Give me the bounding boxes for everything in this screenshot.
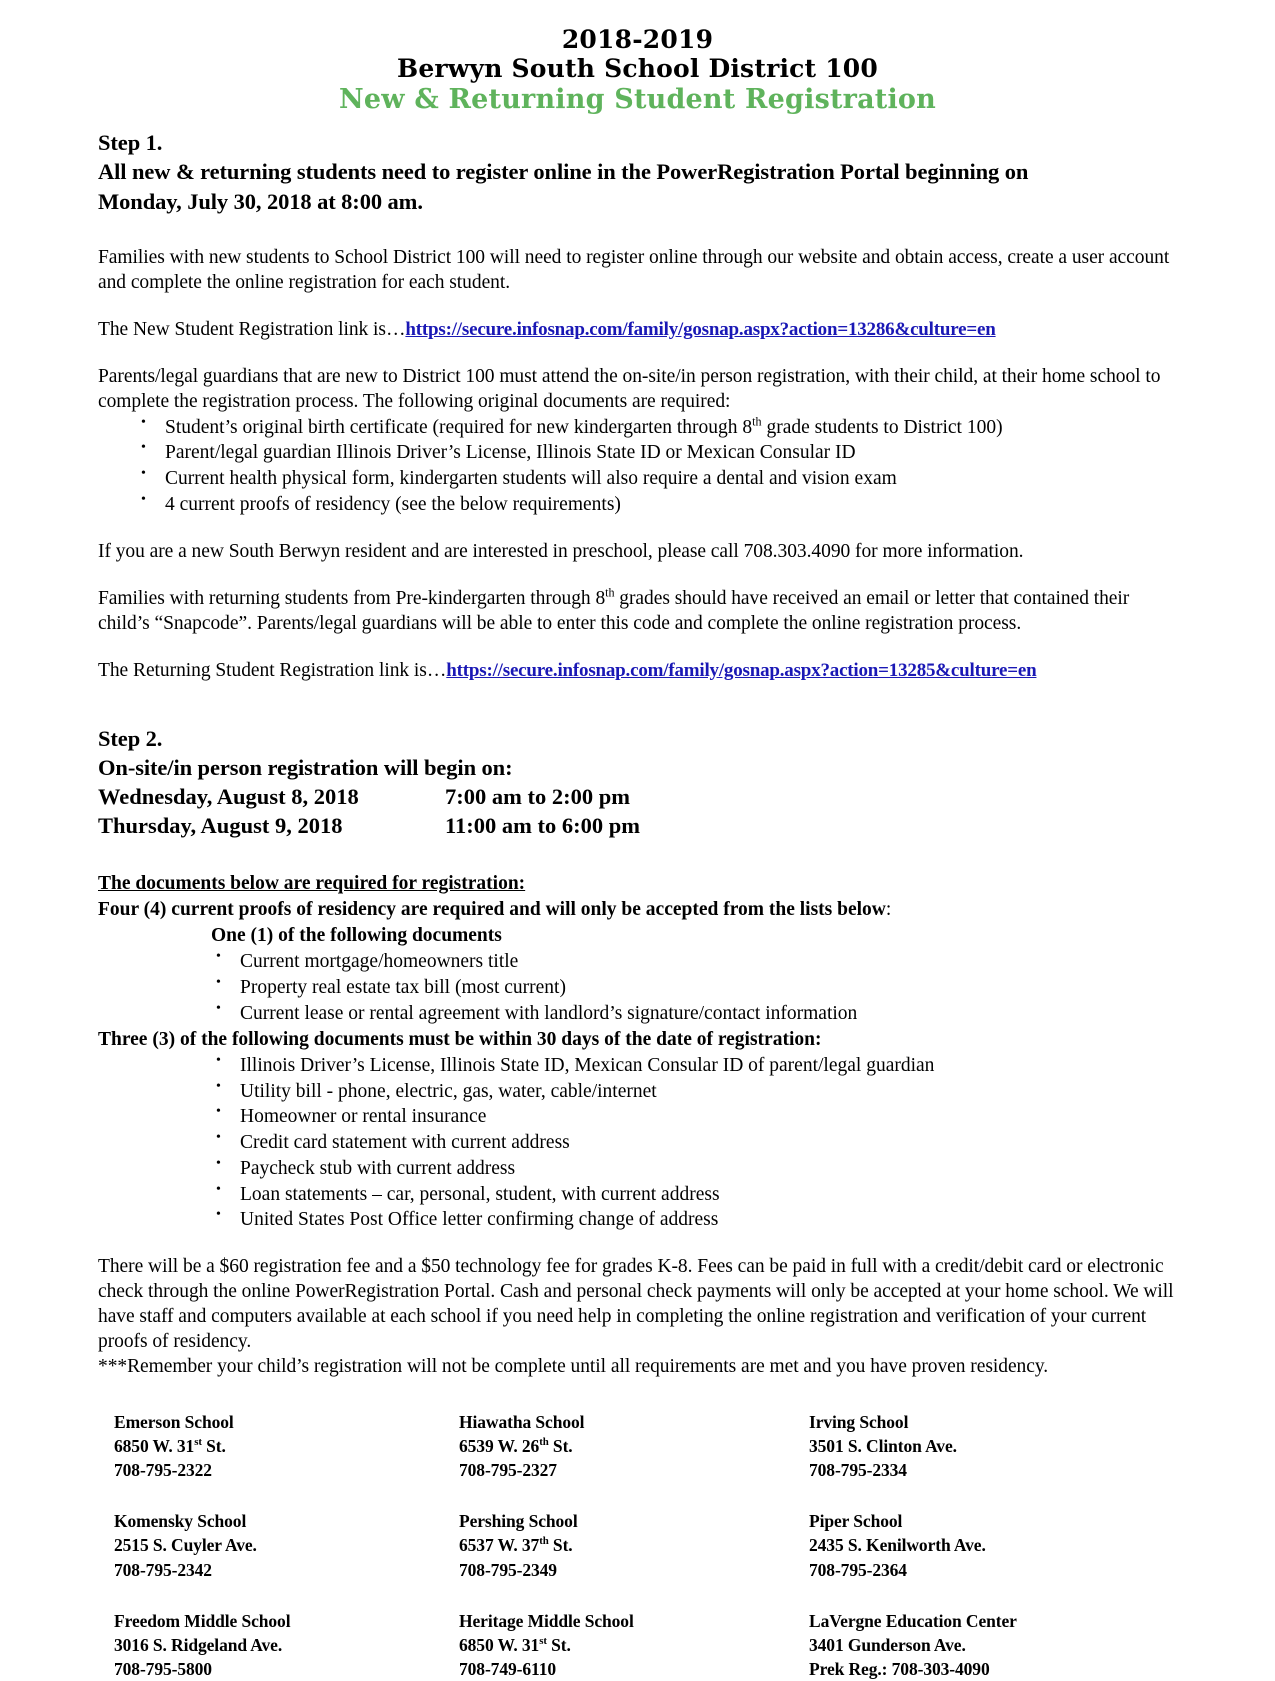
school-address-text-tail: St. [548, 1436, 573, 1456]
list-item-text: Homeowner or rental insurance [240, 1106, 487, 1128]
fees-paragraph: There will be a $60 registration fee and a $50 technology fee for grades K-8. Fees can be paid in full with a credit/debit card or electronic check through the online PowerRegistration Portal. Cash and personal check payments will only be accepted at your home school. We will have staff and computers available at each school if you need help in completing the online registration and verification of your current proofs of residency. [98, 1256, 1174, 1352]
school-phone: 708-795-2327 [459, 1460, 557, 1481]
schedule-day: Thursday, August 9, 2018 [98, 813, 343, 839]
school-phone: 708-795-2364 [809, 1559, 907, 1580]
school-entry [809, 1410, 1177, 1482]
three-of-following-heading: Three (3) of the following documents must be within 30 days of the date of registration: [98, 1028, 822, 1050]
school-name: Hiawatha School [459, 1411, 585, 1432]
school-address [809, 1533, 1177, 1557]
school-entry [114, 1609, 459, 1681]
list-item-text-tail: grade students to District 100) [761, 416, 1003, 438]
list-item-text: Current health physical form, kindergarten students will also require a dental and vision exam [165, 468, 897, 490]
school-address-text-tail: St. [201, 1436, 226, 1456]
list-item-text: Parent/legal guardian Illinois Driver’s License, Illinois State ID or Mexican Consular ID [165, 442, 856, 464]
school-phone: 708-795-2342 [114, 1559, 212, 1580]
school-address [114, 1633, 459, 1657]
required-original-documents-list [131, 415, 1177, 518]
ordinal-suffix: st [194, 1436, 202, 1449]
list-item [206, 1079, 1177, 1105]
schedule-time: 7:00 am to 2:00 pm [445, 784, 630, 809]
school-name: LaVergne Education Center [809, 1610, 1017, 1631]
district-name-heading: Berwyn South School District 100 [397, 54, 878, 83]
returning-student-link-lead-text: The Returning Student Registration link is… [98, 659, 447, 681]
school-address [459, 1434, 809, 1458]
list-item-text: Paycheck stub with current address [240, 1157, 516, 1179]
remember-note: ***Remember your child’s registration will not be complete until all requirements are met and you have proven residency. [98, 1355, 1049, 1377]
school-address-text: 3401 Gunderson Ave. [809, 1634, 966, 1655]
preschool-info-paragraph: If you are a new South Berwyn resident and are interested in preschool, please call 708.303.4090 for more information. [98, 540, 1024, 562]
returning-students-paragraph [98, 587, 1177, 637]
school-name: Piper School [809, 1511, 903, 1532]
step2-heading: On-site/in person registration will begin on: [98, 754, 513, 780]
list-item [206, 1130, 1177, 1156]
school-address [459, 1533, 809, 1557]
school-phone: 708-795-2349 [459, 1559, 557, 1580]
spacer [98, 1233, 1177, 1255]
new-student-registration-link[interactable]: https://secure.infosnap.com/family/gosnap.aspx?action=13286&culture=en [405, 318, 996, 340]
ordinal-suffix: th [605, 585, 615, 600]
list-item-text: United States Post Office letter confirming change of address [240, 1209, 719, 1231]
ordinal-suffix: th [539, 1436, 549, 1449]
schedule-day: Wednesday, August 8, 2018 [98, 784, 359, 809]
school-address [459, 1633, 809, 1657]
ordinal-suffix: st [539, 1635, 547, 1648]
list-item-text: Illinois Driver’s License, Illinois State ID, Mexican Consular ID of parent/legal guardian [240, 1054, 935, 1076]
three-of-following-list [206, 1053, 1177, 1233]
school-phone: 708-795-2322 [114, 1460, 212, 1481]
spacer [98, 637, 1177, 659]
school-entry [459, 1410, 809, 1482]
returning-students-text-tail: grades should have received an email or letter that contained their child’s “Snapcode”. Parents/legal guardians will be able to enter this code and complete the online registration process. [98, 587, 1130, 634]
school-entry [459, 1509, 809, 1581]
spacer [98, 343, 1177, 365]
school-entry [459, 1609, 809, 1681]
school-address [114, 1434, 459, 1458]
school-address-text: 6850 W. 31 [459, 1634, 540, 1655]
school-year-heading: 2018-2019 [561, 25, 714, 54]
documents-required-heading-text: The documents below are required for registration: [98, 872, 526, 894]
step1-heading-line1: All new & returning students need to register online in the PowerRegistration Portal beginning on [98, 159, 1029, 185]
school-address-text-tail: St. [546, 1634, 571, 1655]
school-phone: 708-795-5800 [114, 1658, 212, 1679]
list-item-text: Loan statements – car, personal, student, with current address [240, 1183, 720, 1205]
spacer [98, 115, 1177, 128]
list-item [206, 1053, 1177, 1079]
list-item-text: Current lease or rental agreement with landlord’s signature/contact information [240, 1002, 858, 1024]
school-address [809, 1633, 1177, 1657]
school-entry [809, 1509, 1177, 1581]
document-header [98, 26, 1177, 115]
school-phone: Prek Reg.: 708-303-4090 [809, 1658, 990, 1679]
returning-student-registration-link[interactable]: https://secure.infosnap.com/family/gosnap.aspx?action=13285&culture=en [446, 659, 1037, 681]
school-phone: 708-795-2334 [809, 1460, 907, 1481]
school-name: Irving School [809, 1411, 909, 1432]
spacer [98, 216, 1177, 246]
school-entry [114, 1509, 459, 1581]
returning-students-text-head: Families with returning students from Pre-kindergarten through 8 [98, 587, 606, 609]
step1-onsite-paragraph: Parents/legal guardians that are new to District 100 must attend the on-site/in person registration, with their child, at their home school to complete the registration process. The following original documents are required: [98, 365, 1161, 412]
one-of-following-list [206, 949, 1177, 1026]
list-item [206, 949, 1177, 975]
school-name: Emerson School [114, 1411, 234, 1432]
schedule-time: 11:00 am to 6:00 pm [445, 813, 640, 839]
list-item [131, 492, 1177, 518]
list-item [131, 440, 1177, 466]
ordinal-suffix: th [752, 414, 762, 429]
step1-intro-paragraph: Families with new students to School District 100 will need to register online through our website and obtain access, create a user account and complete the online registration for each student. [98, 246, 1170, 293]
page-title: New & Returning Student Registration [339, 84, 936, 115]
list-item-text: Credit card statement with current address [240, 1132, 570, 1154]
list-item-text: Student’s original birth certificate (required for new kindergarten through 8 [165, 416, 753, 438]
ordinal-suffix: th [539, 1535, 549, 1548]
school-address [809, 1434, 1177, 1458]
list-item [206, 1104, 1177, 1130]
list-item [206, 1156, 1177, 1182]
list-item [206, 975, 1177, 1001]
school-address-text-tail: St. [548, 1535, 573, 1556]
four-proofs-heading-text: Four (4) current proofs of residency are required and will only be accepted from the lists below [98, 898, 886, 920]
school-address-text: 3501 S. Clinton Ave. [809, 1436, 957, 1456]
school-address-text: 2515 S. Cuyler Ave. [114, 1535, 257, 1556]
school-address-text: 3016 S. Ridgeland Ave. [114, 1634, 283, 1655]
school-address-text: 2435 S. Kenilworth Ave. [809, 1535, 986, 1556]
school-address-text: 6850 W. 31 [114, 1436, 195, 1456]
list-item-text: Current mortgage/homeowners title [240, 951, 519, 973]
list-item [131, 415, 1177, 441]
spacer [98, 296, 1177, 318]
four-proofs-heading-colon: : [885, 898, 892, 920]
step1-heading-line2: Monday, July 30, 2018 at 8:00 am. [98, 188, 423, 214]
new-student-link-line [98, 318, 1177, 343]
school-name: Heritage Middle School [459, 1610, 634, 1631]
school-name: Freedom Middle School [114, 1610, 291, 1631]
spacer [98, 518, 1177, 540]
schedule-row-thursday [98, 811, 1177, 840]
school-address [114, 1533, 459, 1557]
school-directory [114, 1410, 1177, 1681]
spacer [98, 684, 1177, 724]
four-proofs-heading [98, 897, 1177, 923]
school-name: Pershing School [459, 1511, 578, 1532]
school-address-text: 6537 W. 37 [459, 1535, 540, 1556]
school-entry [809, 1609, 1177, 1681]
spacer [98, 841, 1177, 871]
list-item [206, 1001, 1177, 1027]
list-item [206, 1207, 1177, 1233]
one-of-following-heading: One (1) of the following documents [211, 925, 502, 947]
list-item [206, 1182, 1177, 1208]
new-student-link-lead-text: The New Student Registration link is… [98, 318, 406, 340]
list-item [131, 466, 1177, 492]
school-address-text: 6539 W. 26 [459, 1436, 540, 1456]
school-name: Komensky School [114, 1511, 247, 1532]
returning-student-link-line [98, 659, 1177, 684]
list-item-text: Property real estate tax bill (most current) [240, 977, 566, 999]
documents-required-heading [98, 871, 1177, 897]
school-phone: 708-749-6110 [459, 1658, 556, 1679]
school-entry [114, 1410, 459, 1482]
schedule-row-wednesday [98, 782, 1177, 811]
spacer [98, 565, 1177, 587]
list-item-text: 4 current proofs of residency (see the below requirements) [165, 493, 621, 515]
step2-label: Step 2. [98, 725, 163, 751]
list-item-text: Utility bill - phone, electric, gas, water, cable/internet [240, 1080, 657, 1102]
step1-label: Step 1. [98, 130, 163, 156]
